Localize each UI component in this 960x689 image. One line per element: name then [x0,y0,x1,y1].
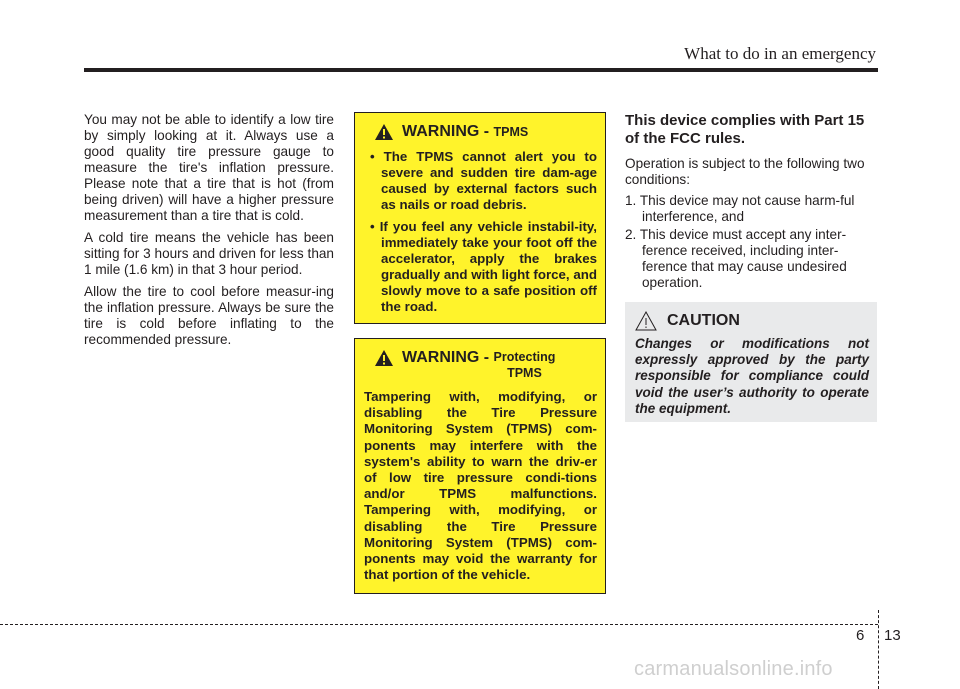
fcc-heading: This device complies with Part 15 of the FCC rules. [625,112,865,147]
warning-bullet-list [364,149,597,315]
warning-subject: TPMS [493,125,529,139]
header-rule [84,68,878,72]
list-item: • If you feel any vehicle instabil-ity, immediately take your foot off the accelerator, apply the brakes gradually and with light force, and slowly move to a safe position off the road. [370,219,597,314]
list-item: • The TPMS cannot alert you to severe and sudden tire dam-age caused by external factors such as nails or road debris. [370,149,597,212]
chapter-header-title: What to do in an emergency [684,44,876,63]
warning-triangle-icon [374,349,394,367]
right-column [625,112,877,293]
caution-box [625,302,877,422]
left-column [84,112,334,354]
warning-header [364,349,597,381]
caution-header [635,310,869,332]
caution-body: Changes or modifications not expressly approved by the party responsible for compliance could void the user’s authority to operate the equipment. [635,336,869,416]
footer-divider [878,610,879,689]
caution-label: CAUTION [667,312,740,329]
warning-triangle-icon [374,123,394,141]
list-item: 1. This device may not cause harm-ful interference, and [625,193,855,224]
warning-subject: Protecting TPMS [493,350,556,380]
warning-label: WARNING - [402,349,494,366]
watermark: carmanualsonline.info [634,658,833,680]
warning-box-tpms [354,112,606,324]
warning-label: WARNING - [402,123,494,140]
chapter-number: 6 [856,627,865,644]
page-number: 13 [884,627,901,644]
footer-rule [0,624,878,625]
fcc-conditions-list [625,193,877,291]
caution-triangle-icon [635,310,657,332]
warning-header [364,123,597,141]
paragraph-cool-tire: Allow the tire to cool before measur-ing the inflation pressure. Always be sure the tire is cold before inflating to the recommended pressure. [84,284,334,347]
paragraph-low-tire: You may not be able to identify a low tire by simply looking at it. Always use a good quality tire pressure gauge to measure the tire's inflation pressure. Please note that a tire that is hot (from being driven) will have a higher pressure measurement than a tire that is cold. [84,112,334,223]
fcc-intro: Operation is subject to the following two conditions: [625,156,865,187]
list-item: 2. This device must accept any inter-ference received, including inter-ference that may cause undesired operation. [625,227,847,290]
paragraph-cold-tire: A cold tire means the vehicle has been sitting for 3 hours and driven for less than 1 mile (1.6 km) in that 3 hour period. [84,230,334,277]
warning-body: Tampering with, modifying, or disabling the Tire Pressure Monitoring System (TPMS) com-ponents may interfere with the system's ability to warn the driv-er of low tire pressure condi-tions and/or TPMS malfunctions. Tampering with, modifying, or disabling the Tire Pressure Monitoring System (TPMS) com-ponents may void the warranty for that portion of the vehicle. [364,389,597,583]
warning-box-protecting-tpms [354,338,606,594]
